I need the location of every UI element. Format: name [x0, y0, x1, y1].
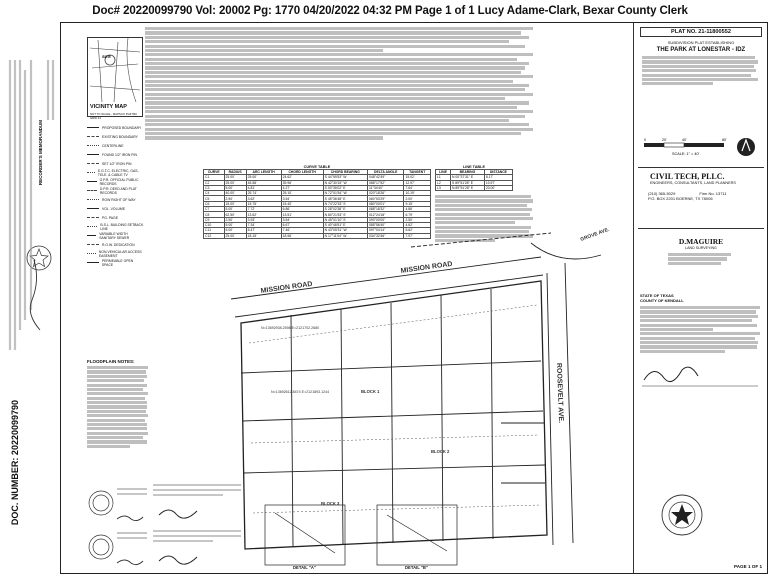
vicinity-map-title: VICINITY MAP [90, 104, 127, 110]
curve-table-cell: C1 [204, 175, 225, 180]
legend-item-label: E.G.T.C. ELECTRIC, GAS, TELE. & CABLE TV [97, 168, 139, 177]
line-table [435, 165, 513, 191]
curve-table-cell: 45.58' [246, 180, 281, 185]
curve-table-cell: C7 [204, 207, 225, 212]
subdivision-name: THE PARK AT LONESTAR - IDZ [656, 47, 746, 53]
legend-item-label: D.P.R. DEED AND PLAT RECORDS [99, 186, 137, 195]
floodplain-text-lines [87, 366, 149, 448]
curve-table-cell: 25.74' [246, 191, 281, 196]
curve-table-cell: 085°56'40" [367, 222, 404, 227]
legend-item [87, 132, 145, 141]
block-2-label: BLOCK 2 [431, 449, 450, 454]
curve-table-cell: 4.27' [281, 185, 323, 190]
right-panel [633, 23, 768, 573]
legend-item [87, 150, 145, 159]
street-roosevelt-label: ROOSEVELT AVE. [555, 362, 565, 424]
plat-sheet [60, 22, 768, 574]
coord-label-1: N=13692612.8474 E=2121893.1244 [271, 390, 330, 394]
legend-item [87, 213, 145, 222]
block-1-label: BLOCK 1 [361, 389, 380, 394]
legend-item [87, 123, 145, 132]
curve-table-cell: N 42°30'15" W [323, 180, 367, 185]
curve-table-cell: 11°34'40" [367, 185, 404, 190]
vicinity-map [87, 37, 143, 120]
curve-table-cell: 7.97' [404, 233, 431, 238]
scale-tick-1: 20' [662, 138, 667, 142]
curve-table-cell: S 44°59'53" W [323, 175, 367, 180]
engineer-name: CIVIL TECH, PLLC. [650, 172, 725, 181]
engineer-certification [87, 483, 149, 571]
legend-item-label: R.O.W. DEDICATION [102, 242, 135, 247]
legend [87, 123, 145, 363]
curve-table-cell: 5.00' [224, 228, 246, 233]
scale-tick-3: 80' [722, 138, 727, 142]
curve-table-cell: C11 [204, 228, 225, 233]
curve-table-cell: N 72°01'54" W [323, 191, 367, 196]
block-3-label: BLOCK 3 [321, 501, 340, 506]
curve-table-cell: 7.72' [246, 207, 281, 212]
curve-table-cell: C8 [204, 212, 225, 217]
curve-table-cell: N 80°21'53" E [323, 212, 367, 217]
curve-table-cell: 3.54' [281, 196, 323, 201]
curve-table-header-cell: RADIUS [224, 170, 246, 175]
state-label: STATE OF TEXAS [640, 293, 674, 298]
line-table-cell: L2 [436, 180, 451, 185]
curve-table-cell: 090°00'00" [367, 217, 404, 222]
surveyor-name: D.MAGUIRE [678, 237, 724, 246]
vicinity-map-note: NOT TO SCALE - MAPSCO PG# 550 GRID F1 [90, 112, 137, 120]
curve-table-cell: 2.50' [404, 217, 431, 222]
legend-symbol-icon [87, 226, 97, 227]
scale-bar [642, 135, 760, 161]
legend-item [87, 159, 145, 168]
legend-item [87, 258, 145, 267]
curve-table-cell: 15.02' [404, 175, 431, 180]
engineer-block [638, 167, 764, 229]
curve-table-cell: 13.51' [281, 212, 323, 217]
legend-symbol-icon [87, 127, 99, 128]
legend-symbol-icon [87, 235, 96, 236]
line-table-cell: S 89°51'28" E [451, 180, 485, 185]
legend-item [87, 231, 145, 240]
curve-table-cell: 12.97' [404, 180, 431, 185]
legend-item [87, 168, 145, 177]
curve-table-cell: 15.75' [246, 201, 281, 206]
curve-table-cell: 020°18'26" [367, 191, 404, 196]
floodplain-notes [87, 359, 149, 479]
line-table-cell: 8.17' [484, 175, 512, 180]
curve-table-cell: N 43°05'31" W [323, 228, 367, 233]
curve-table-cell: C9 [204, 217, 225, 222]
curve-table-cell: 25.00' [224, 233, 246, 238]
curve-table-cell: 034°32'46" [367, 233, 404, 238]
street-grove-label: GROVE AVE. [579, 226, 611, 243]
curve-table-cell: 2.00' [404, 196, 431, 201]
detail-b-label: DETAIL "B" [405, 565, 428, 570]
recording-header: Doc# 20220099790 Vol: 20002 Pg: 1770 04/20/2022 04:32 PM Page 1 of 1 Lucy Adame-Clark, Bexar County Clerk [92, 5, 688, 17]
plat-number-box: PLAT NO. 21-11800552 [640, 27, 762, 37]
legend-symbol-icon [87, 262, 99, 263]
curve-table-header-cell: TANGENT [404, 170, 431, 175]
legend-symbol-icon [87, 217, 99, 218]
curve-table-header-cell: CHORD LENGTH [281, 170, 323, 175]
curve-table-cell: 3.54' [281, 217, 323, 222]
legend-item-label: NON-VEHICULAR ACCESS EASEMENT [98, 249, 142, 258]
legend-item [87, 186, 145, 195]
curve-table-cell: 7.34' [246, 222, 281, 227]
line-table-cell: N 89°51'28" E [451, 185, 485, 190]
legend-item-label: O.P.R. OFFICIAL PUBLIC RECORDS [99, 177, 139, 186]
curve-table-row [204, 233, 431, 238]
legend-item-label: CENTERLINE [102, 143, 124, 148]
curve-table-cell: 2.50' [224, 196, 246, 201]
line-table-cell: 20.00' [484, 185, 512, 190]
county-certification [640, 293, 762, 473]
legend-item [87, 222, 145, 231]
legend-symbol-icon [87, 145, 99, 146]
engineer-address: P.O. BOX 2201 BOERNE, TX 78006 [648, 196, 713, 201]
legend-item-label: ROW RIGHT OF WAY [102, 197, 136, 202]
curve-table-cell: 060°53'29" [367, 196, 404, 201]
curve-table-cell: 088°17'52" [367, 180, 404, 185]
curve-table-cell: 012°24'18" [367, 212, 404, 217]
curve-table-cell: 18.56' [281, 233, 323, 238]
curve-table-cell: 4.62' [404, 222, 431, 227]
curve-table-cell: C4 [204, 191, 225, 196]
legend-item-label: VARIABLE WIDTH SANITARY SEWER [99, 231, 130, 240]
curve-table-cell: N 45°01'10" E [323, 217, 367, 222]
curve-table-cell: 7.64' [404, 185, 431, 190]
scale-tick-2: 40' [682, 138, 687, 142]
legend-item [87, 141, 145, 150]
recorder-memorandum-margin: RECORDER'S MEMORANDUM [38, 120, 43, 186]
subdivision-description [642, 56, 760, 85]
curve-table-cell: 4.81' [246, 185, 281, 190]
legend-symbol-icon [87, 208, 99, 209]
curve-table-cell: 6.67' [281, 222, 323, 227]
curve-table-cell: 10.19' [404, 191, 431, 196]
notary-seal-stamp [660, 493, 704, 537]
curve-table-cell: 15.00' [224, 201, 246, 206]
legend-item-label: EXISTING BOUNDARY [102, 134, 138, 139]
legend-item-label: PROPOSED BOUNDARY [102, 125, 142, 130]
street-mission-label-2: MISSION ROAD [400, 260, 453, 275]
curve-table-cell: S 45°36'48" E [323, 196, 367, 201]
legend-list [87, 123, 145, 267]
curve-table-cell: 40.00' [224, 191, 246, 196]
floodplain-title: FLOODPLAIN NOTES: [87, 359, 135, 364]
curve-table-cell: 8.47' [246, 228, 281, 233]
curve-table-cell: N 74°22'33" E [323, 201, 367, 206]
curve-table-cell: C5 [204, 196, 225, 201]
curve-table-cell: 25.00' [224, 180, 246, 185]
legend-symbol-icon [87, 136, 99, 137]
margin-text-lines [4, 60, 56, 360]
page-number: PAGE 1 OF 1 [734, 564, 762, 569]
legend-item [87, 249, 145, 258]
curve-table-cell: C12 [204, 233, 225, 238]
legend-symbol-icon [87, 244, 99, 245]
curve-table-cell: 9.15' [404, 201, 431, 206]
legend-item [87, 177, 145, 186]
curve-table-header-cell: CHORD BEARING [323, 170, 367, 175]
curve-table-cell: 6.86' [281, 207, 323, 212]
legend-item-label: PERMEABLE OPEN SPACE [101, 258, 134, 267]
line-table-title: LINE TABLE [462, 165, 486, 169]
legend-symbol-icon [87, 181, 97, 182]
line-table-cell: N 00°37'31" E [451, 175, 485, 180]
legend-symbol-icon [87, 172, 95, 173]
curve-table-cell: C3 [204, 185, 225, 190]
curve-table-cell: 5.62' [404, 228, 431, 233]
street-mission-label: MISSION ROAD [260, 280, 313, 295]
line-table-cell: L3 [436, 185, 451, 190]
curve-table-title: CURVE TABLE [303, 165, 331, 169]
legend-item-label: SET 1/2" IRON PIN [102, 161, 132, 166]
curve-table-cell: 4.86' [404, 207, 431, 212]
line-table-row [436, 185, 513, 190]
vicinity-map-drawing [88, 38, 142, 104]
curve-table-cell: C10 [204, 222, 225, 227]
legend-item-label: B.S.L. BUILDING SETBACK LINE [100, 222, 144, 231]
curve-table-cell: 15.40' [281, 201, 323, 206]
surveyor-block [638, 231, 764, 289]
doc-number-margin: DOC. NUMBER: 20220099790 [10, 400, 20, 526]
line-table-header-cell: DISTANCE [484, 170, 512, 175]
curve-table-cell: 3.62' [246, 196, 281, 201]
legend-symbol-icon [87, 199, 99, 200]
detail-a-label: DETAIL "A" [293, 565, 316, 570]
curve-table-cell: 097°04'14" [367, 228, 404, 233]
curve-table-cell: 39.96' [281, 180, 323, 185]
curve-table-cell: 25.00' [246, 175, 281, 180]
legend-item-label: FOUND 1/2" IRON PIN [102, 152, 137, 157]
curve-table-cell: 6.79' [404, 212, 431, 217]
legend-symbol-icon [87, 190, 97, 191]
curve-table-cell: C2 [204, 180, 225, 185]
county-label: COUNTY OF KENDALL [640, 298, 684, 303]
legend-symbol-icon [87, 154, 99, 155]
curve-table-cell: 048°42'49" [367, 175, 404, 180]
legend-symbol-icon [87, 163, 99, 164]
legend-item [87, 240, 145, 249]
curve-table-cell: N 17°11'04" W [323, 233, 367, 238]
curve-table-header-cell: CURVE [204, 170, 225, 175]
line-table-cell: 10.97' [484, 180, 512, 185]
curve-table-cell: 25.10' [281, 191, 323, 196]
curve-table-cell: 3.93' [246, 217, 281, 222]
curve-table-cell: 13.52' [246, 212, 281, 217]
curve-table-header-cell: DELTA ANGLE [367, 170, 404, 175]
scale-tick-0: 0 [644, 138, 646, 142]
line-table-cell: L1 [436, 175, 451, 180]
plat-subtitle: SUBDIVISION PLAT ESTABLISHING [667, 40, 735, 45]
legend-item [87, 204, 145, 213]
curve-table-cell: S 28°02'38" E [323, 207, 367, 212]
general-notes [145, 27, 541, 167]
legend-item [87, 195, 145, 204]
curve-table-cell: 2.50' [224, 217, 246, 222]
legend-symbol-icon [87, 253, 96, 254]
line-table-header-cell: LINE [436, 170, 451, 175]
curve-table-cell: 62.50' [224, 212, 246, 217]
curve-table-cell: 24.62' [281, 175, 323, 180]
line-table-header-cell: BEARING [451, 170, 485, 175]
curve-table-cell: 080°00'01" [367, 201, 404, 206]
coord-label-2: N=13692938.2598 E=2121702.2680 [261, 326, 320, 330]
legend-item-label: PG. PAGE [102, 215, 118, 220]
curve-table-cell: C6 [204, 201, 225, 206]
curve-table-cell: 088°18'32" [367, 207, 404, 212]
surveyor-subtitle: LAND SURVEYING [685, 246, 717, 250]
engineer-phone: (210) 365-5029 [648, 191, 676, 196]
scale-label: SCALE: 1" = 40' [672, 152, 700, 156]
curve-table-cell: 7.46' [281, 228, 323, 233]
legend-item-label: VOL. VOLUME [102, 206, 125, 211]
curve-table-cell: S 00°35'02" E [323, 185, 367, 190]
engineer-firm: Firm No. 13711 [699, 191, 727, 196]
curve-table-cell: 5.00' [224, 207, 246, 212]
curve-table-cell: S 40°46'51" E [323, 222, 367, 227]
curve-table-header-cell: ARC LENGTH [246, 170, 281, 175]
curve-table-cell: 25.00' [224, 175, 246, 180]
curve-table-cell: 18.15' [246, 233, 281, 238]
curve-table [203, 165, 431, 239]
engineer-subtitle: ENGINEERS, CONSULTANTS, LAND PLANNERS [650, 181, 736, 185]
signature-drawing [640, 354, 760, 394]
vicinity-site-label: SITE [102, 54, 111, 59]
curve-table-cell: 5.00' [224, 222, 246, 227]
curve-table-cell: 5.00' [224, 185, 246, 190]
general-notes-text-lines [145, 27, 541, 140]
